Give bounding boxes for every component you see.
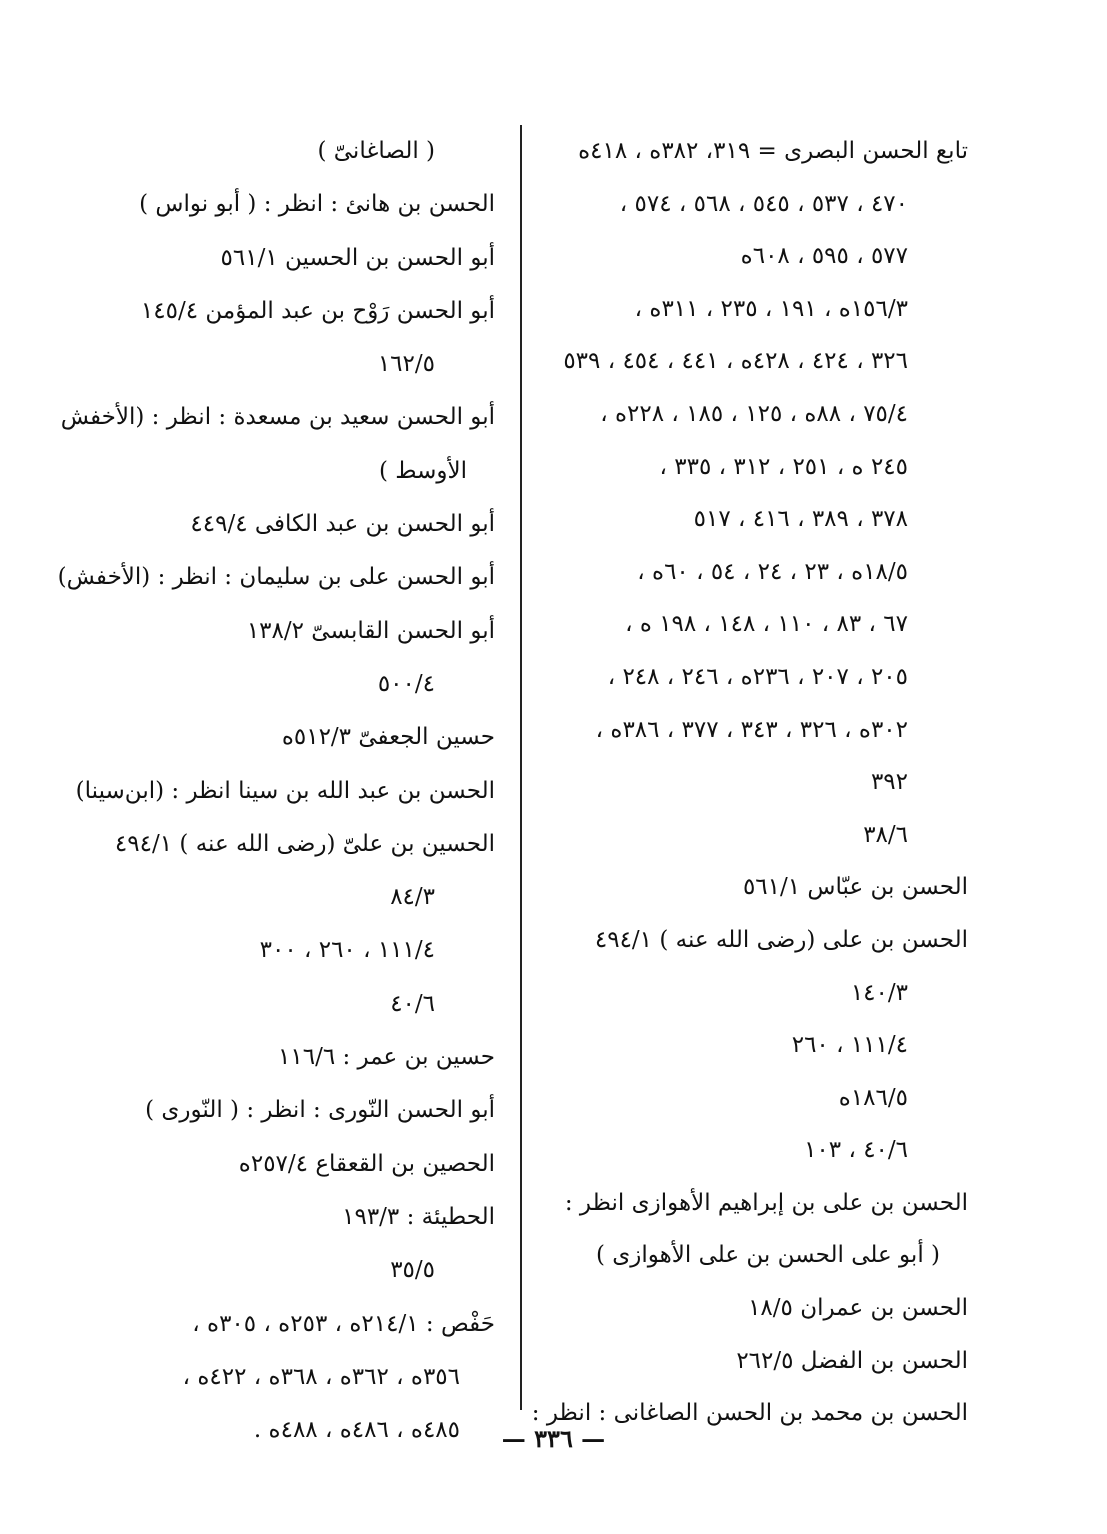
index-entry-continuation: ١١١/٤ ، ٢٦٠ ، ٣٠٠ — [259, 937, 435, 964]
index-entry-continuation: ٣٠٢ه ، ٣٢٦ ، ٣٤٣ ، ٣٧٧ ، ٣٨٦ه ، — [595, 716, 908, 743]
index-entry: الحسن بن هانئ : انظر : ( أبو نواس ) — [139, 191, 495, 218]
index-entry-continuation: ( أبو على الحسن بن على الأهوازى ) — [595, 1242, 940, 1269]
index-entry: أبو الحسن بن الحسين ٥٦١/١ — [220, 244, 495, 271]
index-entry-continuation: ٧٥/٤ ، ٨٨ه ، ١٢٥ ، ١٨٥ ، ٢٢٨ه ، — [600, 400, 908, 427]
index-entry: تابع الحسن البصرى = ٣١٩، ٣٨٢ه ، ٤١٨ه — [578, 138, 968, 164]
index-entry-continuation: ٦٧ ، ٨٣ ، ١١٠ ، ١٤٨ ، ١٩٨ ه ، — [625, 611, 908, 638]
index-entry-continuation: ١٥٦/٣ه ، ١٩١ ، ٢٣٥ ، ٣١١ه ، — [634, 295, 908, 322]
index-entry-continuation: ٤٧٠ ، ٥٣٧ ، ٥٤٥ ، ٥٦٨ ، ٥٧٤ ، — [619, 190, 908, 217]
page-number: — ٣٣٦ — — [501, 1424, 606, 1453]
index-entry-continuation: ٣٧٨ ، ٣٨٩ ، ٤١٦ ، ٥١٧ — [693, 506, 908, 533]
column-divider — [520, 125, 522, 1410]
index-entry-continuation: ١٨٦/٥ه — [838, 1084, 908, 1111]
index-entry-continuation: ٣٨/٦ — [863, 821, 908, 848]
index-entry-continuation: ٥٧٧ ، ٥٩٥ ، ٦٠٨ه — [740, 243, 908, 270]
index-entry-continuation: ٤٨٥ه ، ٤٨٦ه ، ٤٨٨ه . — [253, 1417, 460, 1444]
index-entry: حسين الجعفىّ ٥١٢/٣ه — [281, 724, 495, 751]
index-entry: الحطيئة : ١٩٣/٣ — [342, 1203, 495, 1230]
index-entry-continuation: ٣٥٦ه ، ٣٦٢ه ، ٣٦٨ه ، ٤٢٢ه ، — [182, 1363, 460, 1390]
index-entry: أبو الحسن بن عبد الكافى ٤٤٩/٤ — [190, 511, 495, 538]
index-entry-continuation: ٤٠/٦ ، ١٠٣ — [804, 1137, 908, 1164]
index-entry-continuation: ١١١/٤ ، ٢٦٠ — [791, 1032, 908, 1059]
index-entry: أبو الحسن رَوْح بن عبد المؤمن ١٤٥/٤ — [140, 297, 495, 324]
index-entry: الحسن بن محمد بن الحسن الصاغانى : انظر : — [531, 1400, 968, 1427]
index-entry-continuation: ١٨/٥ه ، ٢٣ ، ٢٤ ، ٥٤ ، ٦٠ه ، — [637, 558, 908, 585]
index-entry-continuation: ٨٤/٣ — [390, 884, 435, 911]
index-entry: أبو الحسن سعيد بن مسعدة : انظر : (الأخفش — [60, 404, 495, 431]
index-entry-continuation: ٣٢٦ ، ٤٢٤ ، ٤٢٨ه ، ٤٤١ ، ٤٥٤ ، ٥٣٩ — [563, 348, 908, 375]
index-entry-continuation: ١٦٢/٥ — [377, 351, 435, 378]
index-entry-continuation: ٢٤٥ ه ، ٢٥١ ، ٣١٢ ، ٣٣٥ ، — [659, 453, 908, 480]
index-entry: الحسن بن على (رضى الله عنه ) ٤٩٤/١ — [594, 926, 968, 953]
index-entry: الحسن بن عبّاس ٥٦١/١ — [742, 874, 968, 901]
index-column-left — [57, 125, 495, 1457]
index-entry: أبو الحسن النّورى : انظر : ( النّورى ) — [145, 1097, 495, 1124]
index-entry: الحصين بن القعقاع ٢٥٧/٤ه — [238, 1150, 495, 1177]
index-entry: الحسين بن علىّ (رضى الله عنه ) ٤٩٤/١ — [114, 830, 495, 857]
index-entry-continuation: ١٤٠/٣ — [850, 979, 908, 1006]
index-entry-continuation: الأوسط ) — [378, 457, 467, 484]
index-entry-continuation: ٢٠٥ ، ٢٠٧ ، ٢٣٦ه ، ٢٤٦ ، ٢٤٨ ، — [607, 663, 908, 690]
index-entry-continuation: ٥٠٠/٤ — [377, 670, 435, 697]
index-entry: الحسن بن عمران ١٨/٥ — [748, 1295, 968, 1322]
index-entry: حَفْص : ٢١٤/١ه ، ٢٥٣ه ، ٣٠٥ه ، — [192, 1310, 495, 1337]
index-entry-continuation: ٤٠/٦ — [390, 990, 435, 1017]
index-column-right — [531, 125, 968, 1440]
index-entry-continuation: ٣٩٢ — [870, 769, 908, 796]
index-entry-continuation: ٣٥/٥ — [390, 1257, 435, 1284]
index-entry: أبو الحسن القابسىّ ١٣٨/٢ — [246, 617, 495, 644]
index-entry: حسين بن عمر : ١١٦/٦ — [278, 1044, 495, 1071]
index-entry: أبو الحسن على بن سليمان : انظر : (الأخفش) — [57, 564, 495, 591]
index-entry: الحسن بن عبد الله بن سينا انظر : (ابن‌سينا) — [75, 777, 495, 804]
index-entry: الحسن بن الفضل ٢٦٢/٥ — [736, 1347, 968, 1374]
index-entry: الحسن بن على بن إبراهيم الأهوازى انظر : — [564, 1189, 968, 1216]
index-entry-continuation: ( الصاغانىّ ) — [317, 138, 435, 164]
